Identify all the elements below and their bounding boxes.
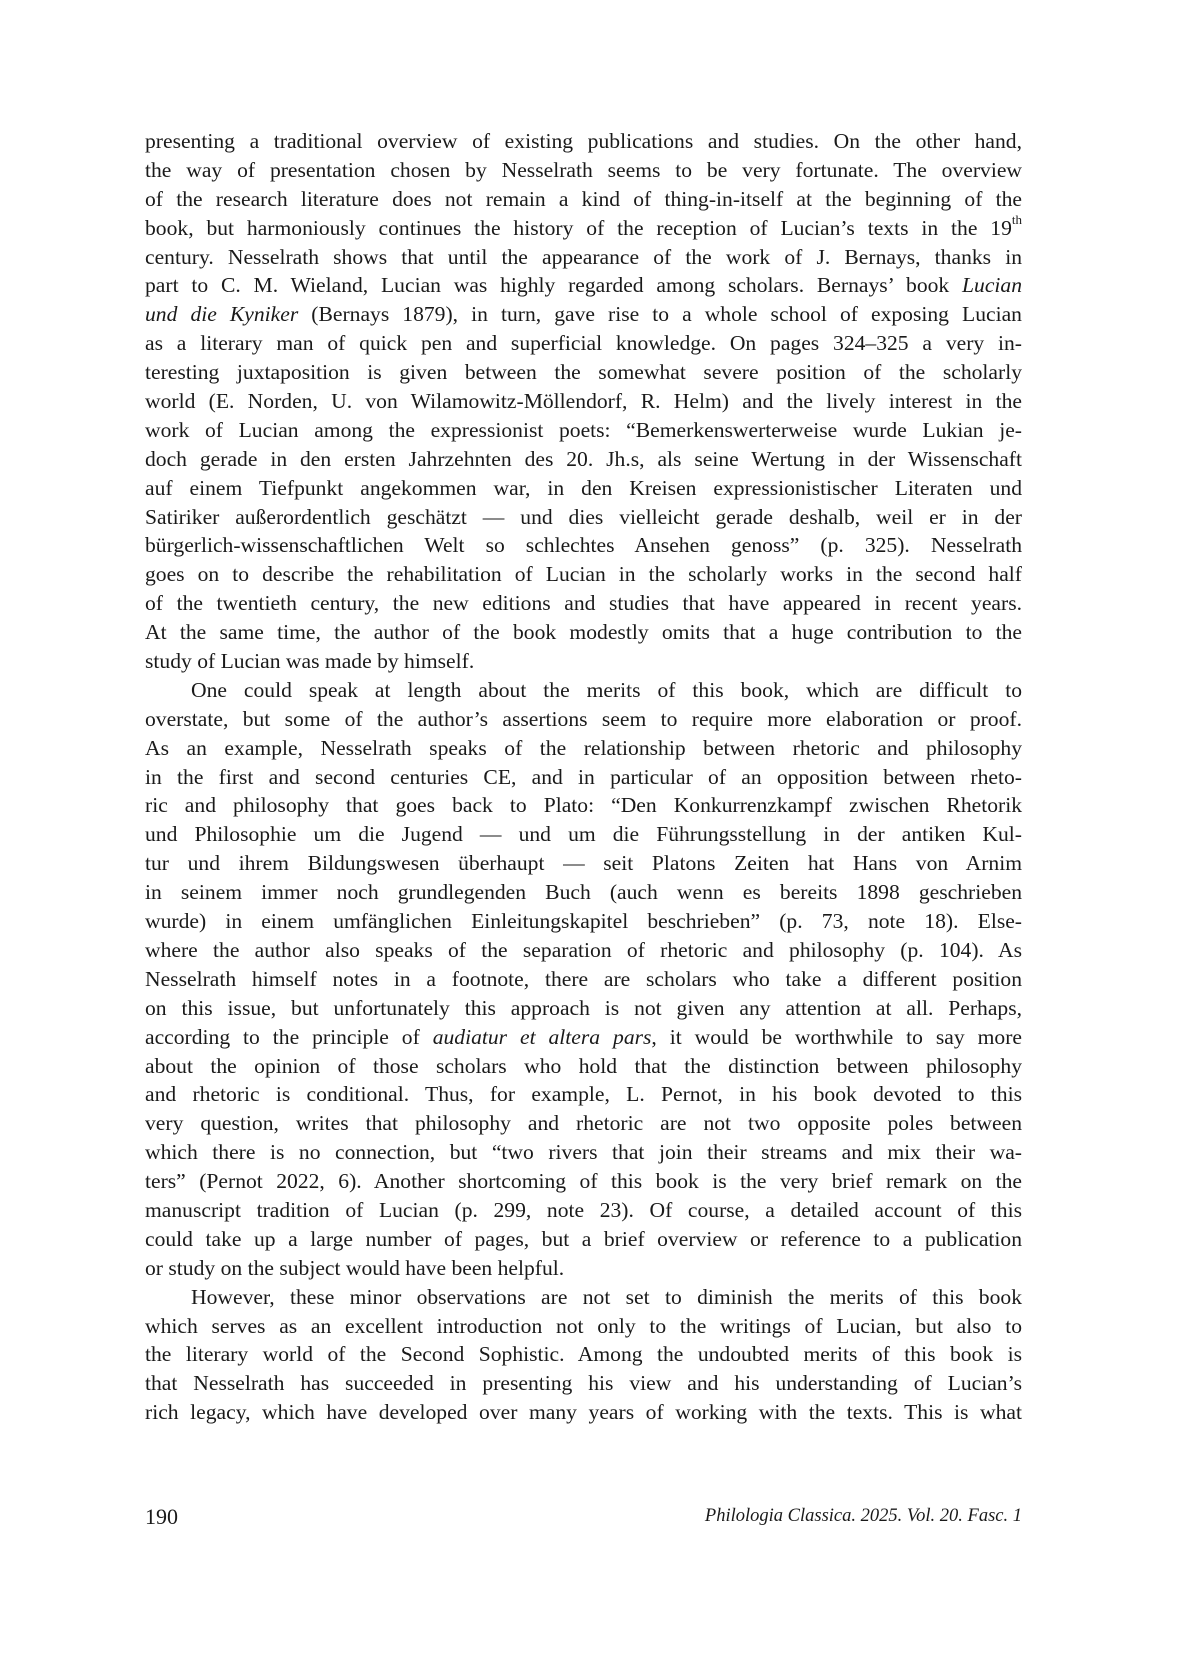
line-text: manuscript tradition of Lucian (p. 299, note 23). Of course, a detailed account of this xyxy=(145,1197,1022,1222)
text-line xyxy=(145,676,1022,705)
italic-text: Lucian xyxy=(962,273,1022,298)
line-text: in the first and second centuries CE, and in particular of an opposition between rheto- xyxy=(145,764,1022,789)
line-text: Nesselrath himself notes in a footnote, there are scholars who take a different position xyxy=(145,966,1022,991)
line-text: rich legacy, which have developed over many years of working with the texts. This is what xyxy=(145,1400,1022,1425)
line-text: work of Lucian among the expressionist poets: “Bemerkenswerterweise wurde Lukian je- xyxy=(145,417,1022,442)
text-line xyxy=(145,820,1022,849)
body-text xyxy=(145,127,1022,1427)
text-line xyxy=(145,445,1022,474)
line-text: as a literary man of quick pen and superficial knowledge. On pages 324–325 a very in- xyxy=(145,331,1022,356)
text-line xyxy=(145,1167,1022,1196)
line-text: wurde) in einem umfänglichen Einleitungskapitel beschrieben” (p. 73, note 18). Else- xyxy=(145,909,1022,934)
text-line xyxy=(145,849,1022,878)
line-text: ters” (Pernot 2022, 6). Another shortcoming of this book is the very brief remark on the xyxy=(145,1169,1022,1194)
text-line xyxy=(145,1369,1022,1398)
line-text: tur und ihrem Bildungswesen überhaupt — seit Platons Zeiten hat Hans von Arnim xyxy=(145,851,1022,876)
text-line xyxy=(145,156,1022,185)
line-text: of the twentieth century, the new editions and studies that have appeared in recent years. xyxy=(145,591,1022,616)
text-line xyxy=(145,734,1022,763)
text-line xyxy=(145,531,1022,560)
text-line xyxy=(145,791,1022,820)
line-text: and rhetoric is conditional. Thus, for example, L. Pernot, in his book devoted to this xyxy=(145,1082,1022,1107)
line-text: presenting a traditional overview of existing publications and studies. On the other hand, xyxy=(145,129,1022,153)
text-line xyxy=(145,271,1022,300)
line-text: the literary world of the Second Sophistic. Among the undoubted merits of this book is xyxy=(145,1342,1022,1367)
superscript: th xyxy=(1011,212,1022,228)
text-line xyxy=(145,416,1022,445)
text-line xyxy=(145,705,1022,734)
line-text: the way of presentation chosen by Nesselrath seems to be very fortunate. The overview xyxy=(145,157,1022,182)
text-line xyxy=(145,1283,1022,1312)
line-text: , it would be worthwhile to say more xyxy=(651,1024,1022,1049)
text-line xyxy=(145,1225,1022,1254)
text-line xyxy=(145,1023,1022,1052)
line-text: goes on to describe the rehabilitation of Lucian in the scholarly works in the second half xyxy=(145,562,1022,587)
line-text: according to the principle of xyxy=(145,1024,433,1049)
text-line xyxy=(145,474,1022,503)
line-text: where the author also speaks of the separation of rhetoric and philosophy (p. 104). As xyxy=(145,937,1022,962)
text-line xyxy=(145,1196,1022,1225)
line-text: that Nesselrath has succeeded in presenting his view and his understanding of Lucian’s xyxy=(145,1371,1022,1396)
line-text: book, but harmoniously continues the history of the reception of Lucian’s texts in the 19 xyxy=(145,215,1012,240)
text-line xyxy=(145,185,1022,214)
line-text: part to C. M. Wieland, Lucian was highly regarded among scholars. Bernays’ book xyxy=(145,273,963,298)
line-text: or study on the subject would have been helpful. xyxy=(145,1255,565,1280)
line-text: However, these minor observations are not set to diminish the merits of this book xyxy=(191,1284,1022,1309)
text-line xyxy=(145,994,1022,1023)
text-line xyxy=(145,589,1022,618)
line-text: in seinem immer noch grundlegenden Buch (auch wenn es bereits 1898 geschrieben xyxy=(145,880,1022,905)
line-text: could take up a large number of pages, but a brief overview or reference to a publication xyxy=(145,1226,1022,1251)
line-text: Satiriker außerordentlich geschätzt — und dies vielleicht gerade deshalb, weil er in der xyxy=(145,504,1022,529)
running-footer-journal-title: Philologia Classica. 2025. Vol. 20. Fasc. 1 xyxy=(704,1506,1022,1526)
text-line xyxy=(145,1254,1022,1283)
text-line xyxy=(145,647,1022,676)
text-line xyxy=(145,965,1022,994)
text-line xyxy=(145,1109,1022,1138)
italic-text: audiatur et altera pars xyxy=(432,1024,652,1049)
line-text: ric and philosophy that goes back to Plato: “Den Konkurrenzkampf zwischen Rhetorik xyxy=(145,793,1022,818)
line-text: As an example, Nesselrath speaks of the relationship between rhetoric and philosophy xyxy=(145,735,1022,760)
text-line xyxy=(145,214,1022,243)
text-line xyxy=(145,763,1022,792)
text-line xyxy=(145,1398,1022,1427)
text-line xyxy=(145,618,1022,647)
line-text: on this issue, but unfortunately this approach is not given any attention at all. Perhaps, xyxy=(145,995,1022,1020)
line-text: which there is no connection, but “two rivers that join their streams and mix their wa- xyxy=(145,1140,1022,1165)
text-line xyxy=(145,1312,1022,1341)
text-line xyxy=(145,243,1022,272)
line-text: (Bernays 1879), in turn, gave rise to a whole school of exposing Lucian xyxy=(298,302,1022,327)
text-line xyxy=(145,387,1022,416)
text-line xyxy=(145,1340,1022,1369)
line-text: about the opinion of those scholars who hold that the distinction between philosophy xyxy=(145,1053,1022,1078)
text-line xyxy=(145,878,1022,907)
line-text: of the research literature does not remain a kind of thing-in-itself at the beginning of the xyxy=(145,186,1022,211)
italic-text: und die Kyniker xyxy=(145,302,299,327)
line-text: und Philosophie um die Jugend — und um die Führungsstellung in der antiken Kul- xyxy=(145,822,1022,847)
line-text: auf einem Tiefpunkt angekommen war, in den Kreisen expressionistischer Literaten und xyxy=(145,475,1022,500)
line-text: which serves as an excellent introduction not only to the writings of Lucian, but also to xyxy=(145,1313,1022,1338)
text-line xyxy=(145,127,1022,156)
page-footer xyxy=(145,1504,1022,1534)
line-text: study of Lucian was made by himself. xyxy=(145,649,475,674)
line-text: bürgerlich-wissenschaftlichen Welt so schlechtes Ansehen genoss” (p. 325). Nesselrath xyxy=(145,533,1022,558)
text-line xyxy=(145,1080,1022,1109)
page-number: 190 xyxy=(145,1504,178,1529)
line-text: teresting juxtaposition is given between the somewhat severe position of the scholarly xyxy=(145,360,1022,385)
line-text: century. Nesselrath shows that until the appearance of the work of J. Bernays, thanks in xyxy=(145,244,1022,269)
text-line xyxy=(145,300,1022,329)
text-line xyxy=(145,1138,1022,1167)
line-text: One could speak at length about the merits of this book, which are difficult to xyxy=(191,677,1022,702)
text-line xyxy=(145,329,1022,358)
line-text: very question, writes that philosophy and rhetoric are not two opposite poles between xyxy=(145,1111,1022,1136)
text-line xyxy=(145,503,1022,532)
line-text: world (E. Norden, U. von Wilamowitz-Möllendorf, R. Helm) and the lively interest in the xyxy=(145,389,1022,414)
line-text: doch gerade in den ersten Jahrzehnten des 20. Jh.s, als seine Wertung in der Wissenschaft xyxy=(145,446,1022,471)
text-line xyxy=(145,936,1022,965)
text-line xyxy=(145,560,1022,589)
text-line xyxy=(145,358,1022,387)
text-line xyxy=(145,1052,1022,1081)
text-line xyxy=(145,907,1022,936)
line-text: At the same time, the author of the book modestly omits that a huge contribution to the xyxy=(145,620,1022,645)
line-text: overstate, but some of the author’s assertions seem to require more elaboration or proof. xyxy=(145,706,1022,731)
